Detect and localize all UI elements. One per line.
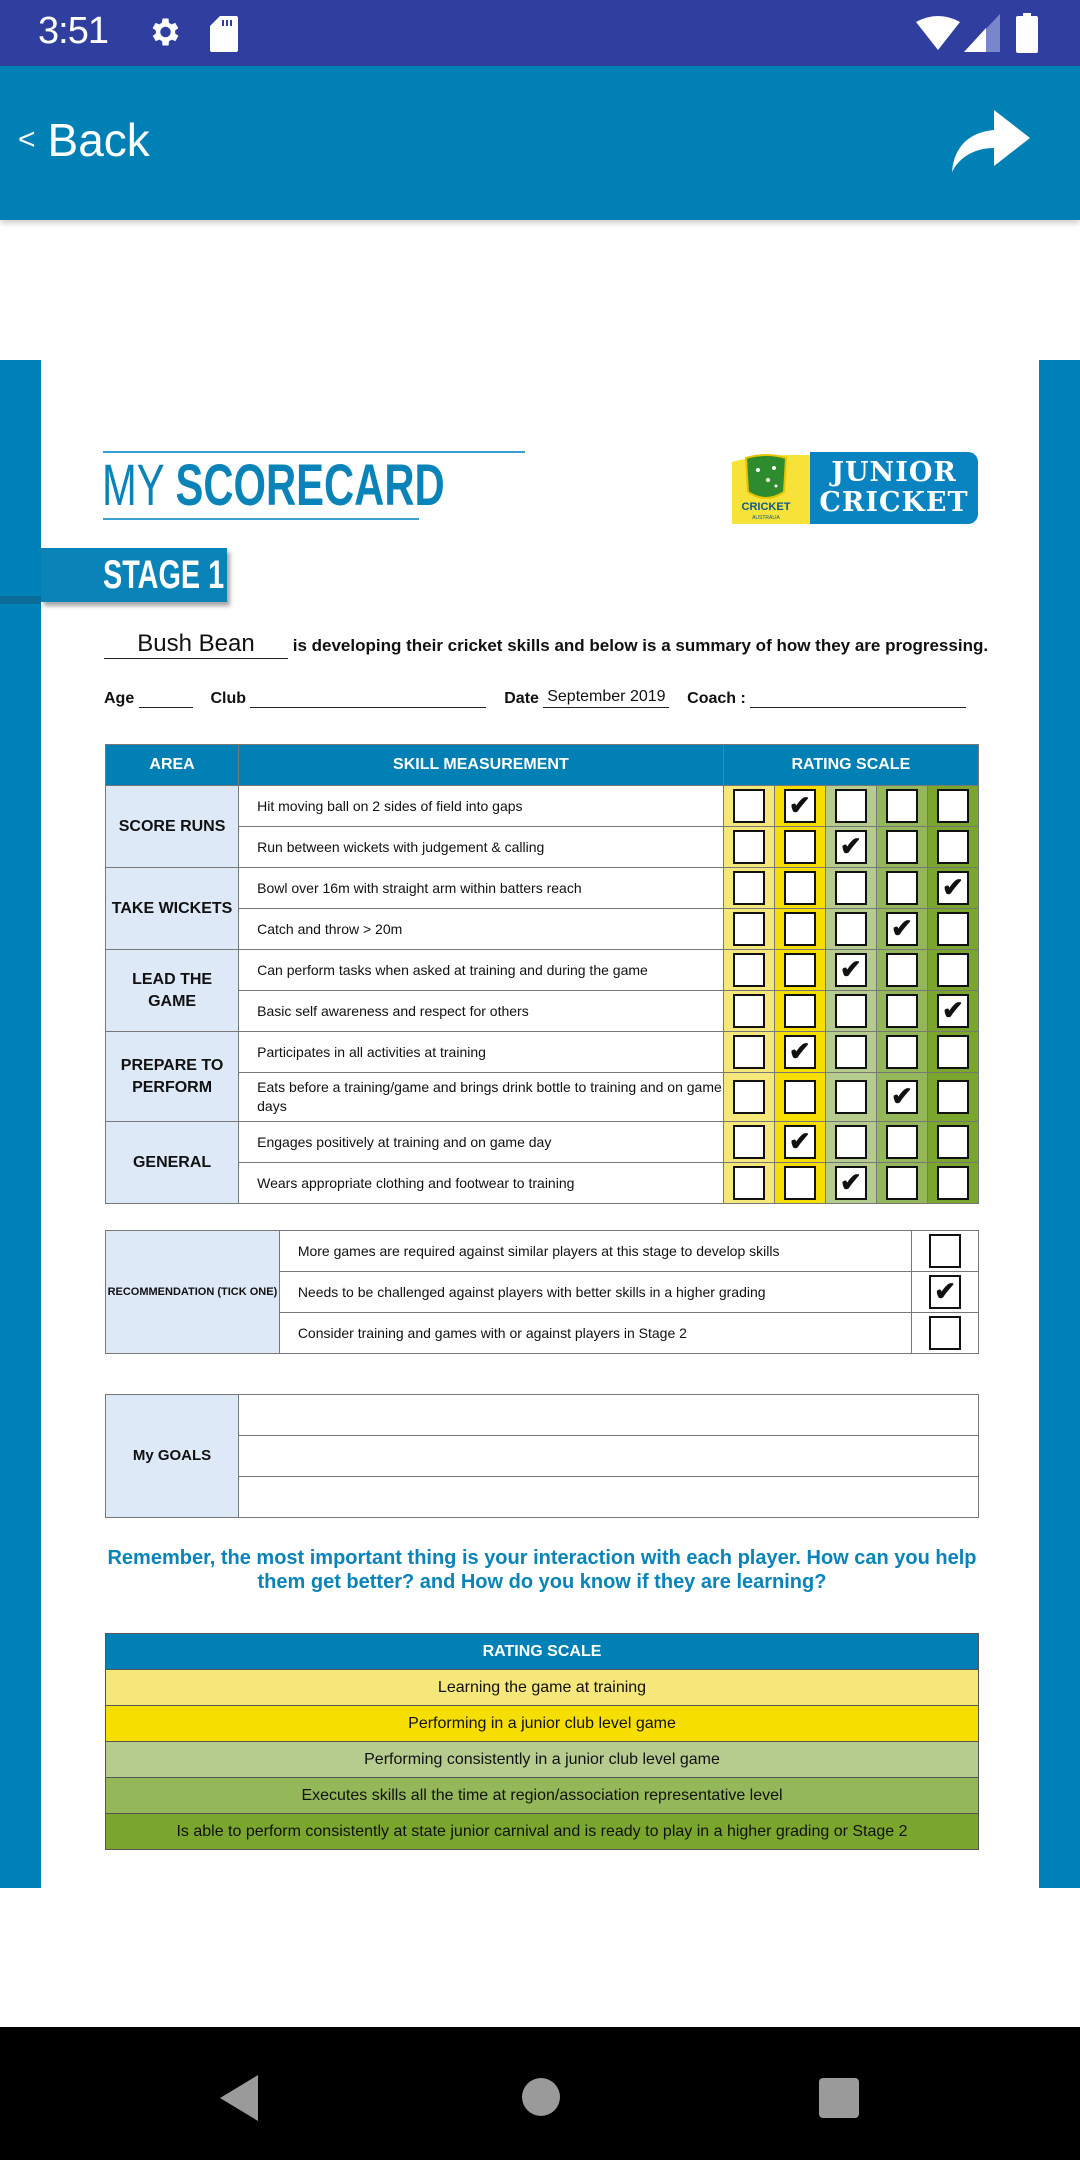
goals-label: My GOALS <box>106 1395 239 1518</box>
rating-checkbox[interactable] <box>733 1166 765 1200</box>
stage-banner: STAGE 1 <box>41 548 227 602</box>
area-label: GENERAL <box>106 1122 239 1204</box>
goal-line[interactable] <box>239 1477 979 1518</box>
rating-level-text: Executes skills all the time at region/association representative level <box>106 1778 979 1814</box>
rating-level-row <box>106 1670 979 1706</box>
share-arrow-icon[interactable] <box>944 106 1034 186</box>
rating-checkbox[interactable]: ✔ <box>784 789 816 823</box>
rating-level-text: Performing consistently in a junior club level game <box>106 1742 979 1778</box>
club-value <box>250 688 486 708</box>
rating-checkbox[interactable] <box>886 1125 918 1159</box>
rating-checkbox[interactable] <box>937 1125 969 1159</box>
rating-cell-3 <box>825 909 876 950</box>
rating-cell-2 <box>774 991 825 1032</box>
rating-checkbox[interactable] <box>733 994 765 1028</box>
skill-text: Run between wickets with judgement & calling <box>239 827 724 868</box>
intro-text: is developing their cricket skills and below is a summary of how they are progressing. <box>292 636 989 655</box>
rating-checkbox[interactable] <box>835 994 867 1028</box>
rating-cell-4 <box>876 1163 927 1204</box>
header-rating: RATING SCALE <box>723 745 978 786</box>
rating-cell-4 <box>876 991 927 1032</box>
recommendation-row <box>106 1231 979 1272</box>
rating-cell-1 <box>723 827 774 868</box>
recents-square-icon[interactable] <box>818 2077 860 2119</box>
chevron-left-icon: < <box>18 123 36 156</box>
page-title: MY SCORECARD <box>102 453 445 518</box>
document-edge-right <box>1039 360 1080 1888</box>
rating-checkbox[interactable] <box>886 994 918 1028</box>
recommendation-label: RECOMMENDATION (TICK ONE) <box>106 1231 280 1354</box>
rating-cell-4 <box>876 1073 927 1122</box>
goal-line[interactable] <box>239 1436 979 1477</box>
rating-cell-4 <box>876 950 927 991</box>
back-button[interactable] <box>18 110 150 170</box>
back-label: Back <box>47 114 150 166</box>
reminder-text: Remember, the most important thing is your interaction with each player. How can you help them get better? and How do you know if they are learning? <box>107 1547 977 1593</box>
player-name: Bush Bean <box>104 630 288 659</box>
rating-level-text: Learning the game at training <box>106 1670 979 1706</box>
junior-cricket-wordmark: JUNIOR CRICKET <box>810 452 978 524</box>
rating-cell-1 <box>723 786 774 827</box>
status-time: 3:51 <box>38 10 108 52</box>
rating-cell-5 <box>927 909 978 950</box>
rating-checkbox[interactable] <box>835 1125 867 1159</box>
rating-checkbox[interactable] <box>937 1080 969 1114</box>
home-circle-icon[interactable] <box>521 2077 561 2117</box>
back-triangle-icon[interactable] <box>218 2075 260 2121</box>
settings-gear-icon <box>146 14 182 50</box>
rating-cell-2 <box>774 1032 825 1073</box>
age-value <box>139 688 193 708</box>
rating-level-row <box>106 1814 979 1850</box>
skill-text: Hit moving ball on 2 sides of field into gaps <box>239 786 724 827</box>
rating-cell-3 <box>825 1032 876 1073</box>
svg-text:CRICKET: CRICKET <box>741 501 791 513</box>
recommendation-checkbox[interactable] <box>929 1316 961 1350</box>
meta-line <box>104 688 966 708</box>
rating-checkbox[interactable]: ✔ <box>937 994 969 1028</box>
coach-label: Coach : <box>687 690 746 707</box>
rating-checkbox[interactable]: ✔ <box>835 953 867 987</box>
area-label: LEAD THE GAME <box>106 950 239 1032</box>
recommendation-tick-cell <box>912 1313 979 1354</box>
rating-cell-5 <box>927 868 978 909</box>
rating-cell-5 <box>927 991 978 1032</box>
skill-text: Can perform tasks when asked at training and during the game <box>239 950 724 991</box>
rating-cell-2 <box>774 827 825 868</box>
rating-level-text: Performing in a junior club level game <box>106 1706 979 1742</box>
rating-checkbox[interactable] <box>937 1035 969 1069</box>
rating-checkbox[interactable] <box>733 1125 765 1159</box>
rating-checkbox[interactable] <box>835 871 867 905</box>
rating-cell-1 <box>723 1073 774 1122</box>
rating-cell-3 <box>825 1163 876 1204</box>
skills-table <box>105 744 979 1204</box>
rating-checkbox[interactable] <box>733 871 765 905</box>
rating-cell-1 <box>723 909 774 950</box>
rating-cell-5 <box>927 1073 978 1122</box>
rating-cell-4 <box>876 1122 927 1163</box>
junior-cricket-logo <box>728 452 978 524</box>
rating-checkbox[interactable] <box>733 953 765 987</box>
app-bar <box>0 66 1080 220</box>
rating-checkbox[interactable]: ✔ <box>784 1035 816 1069</box>
recommendation-table <box>105 1230 979 1354</box>
area-label: SCORE RUNS <box>106 786 239 868</box>
rating-checkbox[interactable]: ✔ <box>784 1125 816 1159</box>
skill-row <box>106 868 979 909</box>
rating-checkbox[interactable] <box>937 830 969 864</box>
wifi-icon <box>916 16 960 50</box>
rating-cell-2 <box>774 950 825 991</box>
rating-cell-3 <box>825 1073 876 1122</box>
rating-cell-5 <box>927 1122 978 1163</box>
recommendation-tick-cell <box>912 1272 979 1313</box>
status-bar <box>0 0 1080 66</box>
rating-cell-2 <box>774 786 825 827</box>
rating-checkbox[interactable] <box>784 912 816 946</box>
rating-cell-1 <box>723 1032 774 1073</box>
age-label: Age <box>104 690 135 707</box>
rating-checkbox[interactable] <box>937 1166 969 1200</box>
rating-checkbox[interactable] <box>733 1080 765 1114</box>
stage-banner-tail <box>0 596 41 604</box>
sd-card-icon <box>210 16 238 52</box>
rating-checkbox[interactable] <box>784 871 816 905</box>
navigation-bar <box>0 2027 1080 2160</box>
rating-cell-4 <box>876 909 927 950</box>
date-label: Date <box>504 690 539 707</box>
area-label: PREPARE TO PERFORM <box>106 1032 239 1122</box>
rating-checkbox[interactable] <box>886 1166 918 1200</box>
rating-checkbox[interactable] <box>886 830 918 864</box>
rating-cell-4 <box>876 786 927 827</box>
rating-checkbox[interactable] <box>784 1080 816 1114</box>
rating-cell-3 <box>825 1122 876 1163</box>
title-rule-bottom <box>103 518 419 520</box>
rating-checkbox[interactable] <box>733 789 765 823</box>
rating-cell-5 <box>927 786 978 827</box>
rating-cell-1 <box>723 1122 774 1163</box>
rating-cell-1 <box>723 991 774 1032</box>
rating-checkbox[interactable] <box>784 953 816 987</box>
rating-cell-1 <box>723 950 774 991</box>
rating-checkbox[interactable]: ✔ <box>886 1080 918 1114</box>
intro-line <box>104 630 988 659</box>
rating-checkbox[interactable] <box>733 830 765 864</box>
rating-checkbox[interactable] <box>886 789 918 823</box>
skill-text: Eats before a training/game and brings drink bottle to training and on game days <box>239 1073 724 1122</box>
rating-cell-5 <box>927 1032 978 1073</box>
rating-checkbox[interactable] <box>937 789 969 823</box>
rating-scale-title: RATING SCALE <box>106 1634 979 1670</box>
goal-line[interactable] <box>239 1395 979 1436</box>
rating-cell-4 <box>876 827 927 868</box>
rating-checkbox[interactable] <box>784 1166 816 1200</box>
rating-cell-1 <box>723 868 774 909</box>
rating-checkbox[interactable] <box>733 912 765 946</box>
rating-cell-1 <box>723 1163 774 1204</box>
rating-cell-3 <box>825 827 876 868</box>
rating-checkbox[interactable] <box>733 1035 765 1069</box>
rating-cell-2 <box>774 868 825 909</box>
recommendation-text: Consider training and games with or against players in Stage 2 <box>279 1313 912 1354</box>
rating-scale-legend <box>105 1633 979 1850</box>
rating-cell-5 <box>927 950 978 991</box>
rating-checkbox[interactable]: ✔ <box>835 1166 867 1200</box>
rating-cell-3 <box>825 991 876 1032</box>
recommendation-tick-cell <box>912 1231 979 1272</box>
rating-cell-5 <box>927 1163 978 1204</box>
rating-checkbox[interactable] <box>835 1035 867 1069</box>
recommendation-checkbox[interactable]: ✔ <box>929 1275 961 1309</box>
rating-level-row <box>106 1742 979 1778</box>
rating-level-row <box>106 1706 979 1742</box>
svg-text:AUSTRALIA: AUSTRALIA <box>752 515 780 521</box>
rating-level-text: Is able to perform consistently at state junior carnival and is ready to play in a higher grading or Stage 2 <box>106 1814 979 1850</box>
area-label: TAKE WICKETS <box>106 868 239 950</box>
skill-text: Basic self awareness and respect for others <box>239 991 724 1032</box>
rating-checkbox[interactable] <box>784 994 816 1028</box>
rating-cell-4 <box>876 1032 927 1073</box>
header-area: AREA <box>106 745 239 786</box>
skill-text: Engages positively at training and on game day <box>239 1122 724 1163</box>
rating-cell-3 <box>825 786 876 827</box>
coach-value <box>750 688 966 708</box>
skill-row <box>106 786 979 827</box>
rating-checkbox[interactable] <box>886 871 918 905</box>
goal-row <box>106 1395 979 1436</box>
rating-cell-3 <box>825 950 876 991</box>
skill-text: Participates in all activities at training <box>239 1032 724 1073</box>
rating-checkbox[interactable] <box>784 830 816 864</box>
rating-checkbox[interactable]: ✔ <box>886 912 918 946</box>
cell-signal-icon <box>964 14 1000 52</box>
goals-table <box>105 1394 979 1518</box>
rating-checkbox[interactable] <box>886 953 918 987</box>
rating-checkbox[interactable]: ✔ <box>937 871 969 905</box>
battery-icon <box>1016 13 1038 53</box>
date-value: September 2019 <box>543 688 669 708</box>
rating-cell-2 <box>774 1163 825 1204</box>
rating-checkbox[interactable] <box>835 1080 867 1114</box>
document-edge-left <box>0 360 41 1888</box>
recommendation-text: Needs to be challenged against players with better skills in a higher grading <box>279 1272 912 1313</box>
rating-checkbox[interactable] <box>937 912 969 946</box>
skill-text: Wears appropriate clothing and footwear to training <box>239 1163 724 1204</box>
rating-level-row <box>106 1778 979 1814</box>
skill-row <box>106 1032 979 1073</box>
rating-cell-5 <box>927 827 978 868</box>
skill-text: Catch and throw > 20m <box>239 909 724 950</box>
rating-cell-2 <box>774 909 825 950</box>
rating-checkbox[interactable] <box>835 789 867 823</box>
rating-cell-2 <box>774 1073 825 1122</box>
skill-row <box>106 1122 979 1163</box>
rating-checkbox[interactable]: ✔ <box>835 830 867 864</box>
rating-checkbox[interactable] <box>886 1035 918 1069</box>
rating-cell-4 <box>876 868 927 909</box>
rating-checkbox[interactable] <box>835 912 867 946</box>
skill-row <box>106 950 979 991</box>
rating-cell-3 <box>825 868 876 909</box>
skill-text: Bowl over 16m with straight arm within batters reach <box>239 868 724 909</box>
recommendation-text: More games are required against similar players at this stage to develop skills <box>279 1231 912 1272</box>
club-label: Club <box>210 690 247 707</box>
recommendation-checkbox[interactable] <box>929 1234 961 1268</box>
rating-cell-2 <box>774 1122 825 1163</box>
header-skill: SKILL MEASUREMENT <box>239 745 724 786</box>
rating-checkbox[interactable] <box>937 953 969 987</box>
